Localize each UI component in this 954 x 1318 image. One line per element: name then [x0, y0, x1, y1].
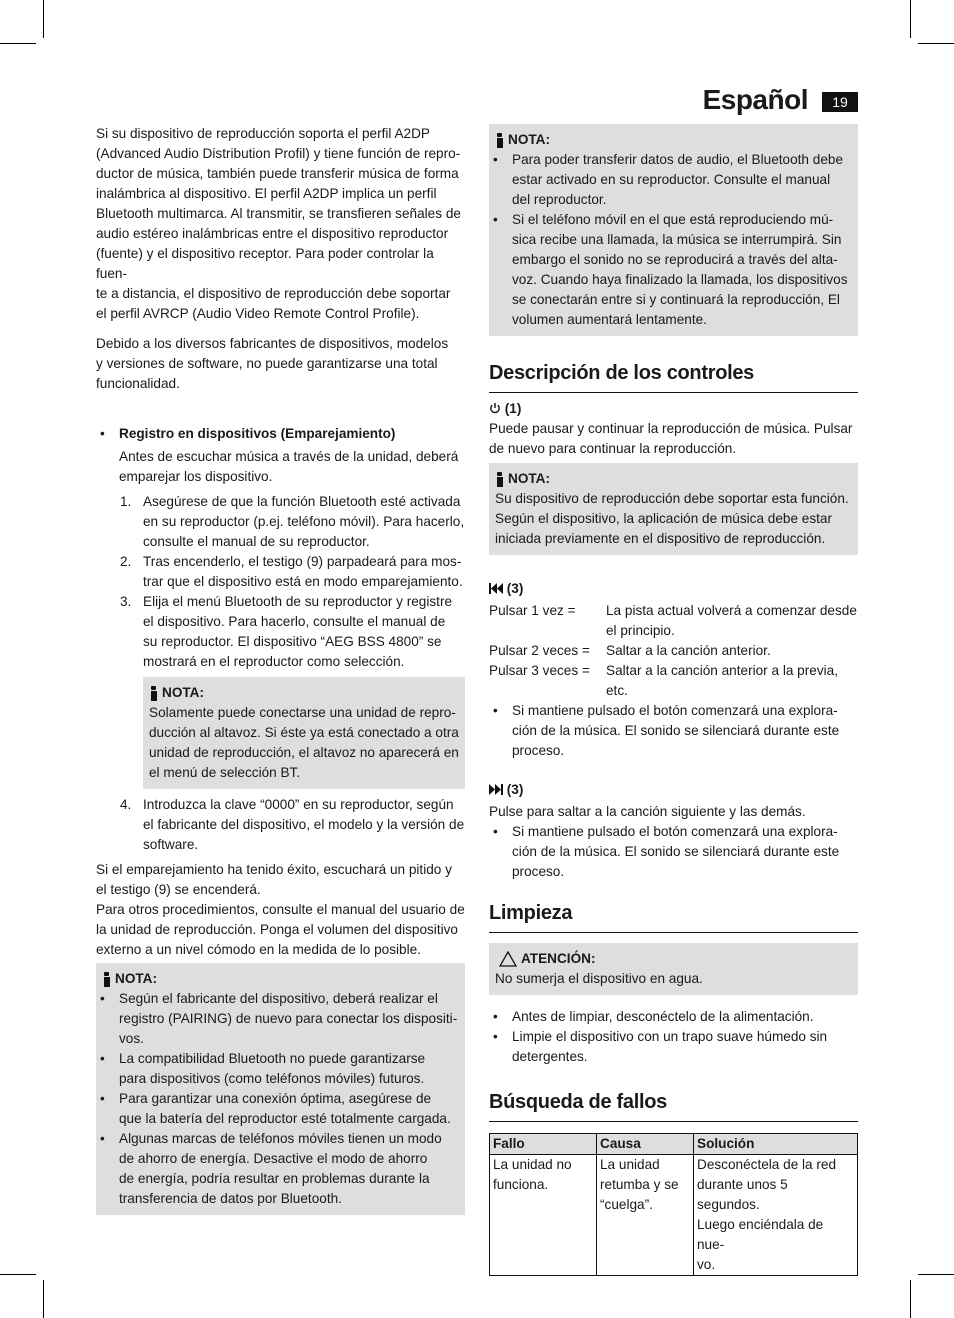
note-label: NOTA: — [508, 132, 551, 147]
note-heading — [495, 130, 852, 150]
text-line: Su dispositivo de reproducción debe soportar esta función. — [495, 491, 849, 506]
press-value: Saltar a la canción anterior a la previa, etc. — [606, 663, 838, 698]
text-line: ducción al altavoz. Si éste ya está conectado a otra — [149, 725, 459, 740]
text-line: y versiones de software, no puede garantizarse una total — [96, 356, 438, 371]
text-line: la unidad de reproducción. Ponga el volumen del dispositivo — [96, 922, 458, 937]
note-heading — [102, 969, 459, 989]
text-line: estar activado en su reproductor. Consulte el manual — [512, 172, 831, 187]
list-item — [489, 210, 852, 330]
list-item — [96, 1089, 459, 1129]
text-line: Según el fabricante del dispositivo, deberá realizar el — [119, 991, 438, 1006]
info-icon — [149, 686, 159, 701]
skip-back-icon — [489, 583, 503, 594]
note-heading — [495, 469, 852, 489]
step-number: 1. — [120, 494, 132, 509]
list-item — [96, 1129, 459, 1209]
list-item — [489, 822, 858, 882]
step-number: 3. — [120, 594, 132, 609]
cleaning-list — [489, 1007, 858, 1067]
pairing-item — [96, 424, 465, 487]
text-line: La unidad — [600, 1157, 660, 1172]
controls-heading: Descripción de los controles — [489, 360, 858, 393]
step-note-box — [143, 677, 465, 789]
next-label-row — [489, 780, 858, 800]
text-line: Pulse para saltar a la canción siguiente y las demás. — [489, 804, 806, 819]
compat-paragraph — [96, 334, 465, 394]
text-line: software. — [143, 837, 199, 852]
text-line: volumen aumentará lentamente. — [512, 312, 707, 327]
press-value — [606, 601, 858, 641]
pairing-intro — [119, 447, 465, 487]
step-number: 4. — [120, 797, 132, 812]
pairing-title: • Registro en dispositivos (Emparejamiento) — [119, 426, 396, 441]
crop-mark — [918, 1274, 954, 1275]
text-line: Si el teléfono móvil en el que está reproduciendo mú- — [512, 212, 834, 227]
text-line: consulte el manual de su reproductor. — [143, 534, 370, 549]
next-bullets — [489, 822, 858, 882]
text-line: mostrará en el reproductor como selección. — [143, 654, 405, 669]
text-line: unidad de reproducción, el altavoz no aparecerá en — [149, 745, 459, 760]
text-line: el principio. — [606, 623, 675, 638]
cleaning-heading: Limpieza — [489, 900, 858, 933]
control-number: (3) — [506, 581, 524, 596]
power-icon — [489, 402, 501, 414]
next-control — [489, 780, 858, 882]
text-line: Para garantizar una conexión óptima, asegúrese de — [119, 1091, 432, 1106]
text-line: Para poder transferir datos de audio, el Bluetooth debe — [512, 152, 844, 167]
text-line: ción de la música. El sonido se silenciará durante este — [512, 723, 840, 738]
control-number: (1) — [504, 401, 522, 416]
power-control — [489, 399, 858, 459]
crop-mark — [0, 43, 36, 44]
list-item — [489, 701, 858, 761]
control-number: (3) — [506, 782, 524, 797]
crop-mark — [910, 1280, 911, 1318]
info-icon — [495, 472, 505, 487]
right-column — [489, 124, 858, 1276]
text-line: en su reproductor (p.ej. teléfono móvil). Para hacerlo, — [143, 514, 465, 529]
crop-mark — [43, 1280, 44, 1318]
note-box — [489, 463, 858, 555]
text-line: Para otros procedimientos, consulte el manual del usuario de — [96, 902, 465, 917]
text-line: Puede pausar y continuar la reproducción de música. Pulsar — [489, 421, 853, 436]
text-line: Según el dispositivo, la aplicación de música debe estar — [495, 511, 833, 526]
text-line: (Advanced Audio Distribution Profil) y tiene función de repro- — [96, 146, 461, 161]
text-line: detergentes. — [512, 1049, 588, 1064]
pairing-steps-cont — [96, 795, 465, 855]
step-item — [96, 795, 465, 855]
text-line: registro (PAIRING) de nuevo para conectar los dispositi- — [119, 1011, 458, 1026]
skip-forward-icon — [489, 784, 503, 795]
text-line: audio estéreo inalámbricas entre el dispositivo reproductor — [96, 226, 449, 241]
note-box — [489, 124, 858, 336]
text-line: Algunas marcas de teléfonos móviles tienen un modo — [119, 1131, 442, 1146]
crop-mark — [910, 0, 911, 38]
crop-mark — [918, 43, 954, 44]
table-cell — [490, 1155, 597, 1276]
text-line: Si mantiene pulsado el botón comenzará una explora- — [512, 703, 838, 718]
column-header: Solución — [694, 1134, 858, 1155]
note-list — [96, 989, 459, 1209]
list-item — [96, 989, 459, 1049]
text-line: proceso. — [512, 864, 565, 879]
text-line: “cuelga”. — [600, 1197, 653, 1212]
press-key: Pulsar 1 vez = — [489, 603, 576, 618]
text-line: el testigo (9) se encenderá. — [96, 882, 261, 897]
prev-bullets — [489, 701, 858, 761]
column-header: Causa — [597, 1134, 694, 1155]
text-line: Bluetooth multimarca. Al transmitir, se transfieren señales de — [96, 206, 461, 221]
table-header-row — [490, 1134, 858, 1155]
text-line: Desconéctela de la red — [697, 1157, 837, 1172]
list-item — [96, 1049, 459, 1089]
text-line: de nuevo para continuar la reproducción. — [489, 441, 737, 456]
page-number: 19 — [822, 92, 858, 112]
text-line: ción de la música. El sonido se silenciará durante este — [512, 844, 840, 859]
list-item — [489, 150, 852, 210]
text-line: voz. Cuando haya finalizado la llamada, los dispositivos — [512, 272, 848, 287]
text-line: Debido a los diversos fabricantes de dispositivos, modelos — [96, 336, 449, 351]
info-icon — [102, 972, 112, 987]
press-row — [489, 601, 858, 641]
warning-heading — [495, 949, 852, 969]
text-line: Antes de escuchar música a través de la unidad, deberá — [119, 449, 459, 464]
left-column — [96, 124, 465, 1225]
column-header: Fallo — [490, 1134, 597, 1155]
text-line: Si el emparejamiento ha tenido éxito, escuchará un pitido y — [96, 862, 452, 877]
press-row — [489, 661, 858, 701]
list-item — [489, 1027, 858, 1067]
note-box — [96, 963, 465, 1215]
text-line: Luego enciéndala de nue- — [697, 1217, 824, 1252]
text-line: de energía, podría resultar en problemas durante la — [119, 1171, 430, 1186]
warning-box — [489, 943, 858, 995]
text-line: iniciada previamente en el dispositivo de reproducción. — [495, 531, 826, 546]
text-line: te a distancia, el dispositivo de reproducción debe soportar — [96, 286, 451, 301]
warning-label: ATENCIÓN: — [521, 951, 596, 966]
press-row — [489, 641, 858, 661]
text-line: Asegúrese de que la función Bluetooth esté activada — [143, 494, 461, 509]
note-heading — [149, 683, 459, 703]
text-line: durante unos 5 segundos. — [697, 1177, 788, 1212]
text-line: se conectarán entre si y continuará la reproducción, El — [512, 292, 840, 307]
prev-label-row — [489, 579, 858, 599]
text-line: retumba y se — [600, 1177, 679, 1192]
text-line: el menú de selección BT. — [149, 765, 301, 780]
text-line: embargo el sonido no se reproducirá a través del alta- — [512, 252, 838, 267]
text-line: ductor de música, también puede transferir música de forma — [96, 166, 459, 181]
warning-text: No sumerja el dispositivo en agua. — [495, 971, 703, 986]
troubleshooting-heading: Búsqueda de fallos — [489, 1089, 858, 1122]
page-title: Español — [702, 84, 808, 115]
warning-icon — [499, 951, 517, 967]
text-line: vos. — [119, 1031, 144, 1046]
text-line: emparejar los dispositivo. — [119, 469, 273, 484]
note-label: NOTA: — [115, 971, 158, 986]
text-line: para dispositivos (como teléfonos móviles) futuros. — [119, 1071, 425, 1086]
text-line: sica recibe una llamada, la música se interrumpirá. Sin — [512, 232, 842, 247]
text-line: Si mantiene pulsado el botón comenzará una explora- — [512, 824, 838, 839]
crop-mark — [43, 0, 44, 38]
text-line: (fuente) y el dispositivo receptor. Para poder controlar la fuen- — [96, 246, 434, 281]
text-line: La pista actual volverá a comenzar desde — [606, 603, 857, 618]
press-key: Pulsar 3 veces = — [489, 663, 590, 678]
text-line: que la batería del reproductor esté totalmente cargada. — [119, 1111, 451, 1126]
list-item — [489, 1007, 858, 1027]
text-line: trar que el dispositivo está en modo emparejamiento. — [143, 574, 463, 589]
text-line: transferencia de datos por Bluetooth. — [119, 1191, 342, 1206]
text-line: funciona. — [493, 1177, 549, 1192]
pairing-steps — [96, 492, 465, 672]
prev-control — [489, 579, 858, 761]
text-line: Limpie el dispositivo con un trapo suave húmedo sin — [512, 1029, 828, 1044]
table-row — [490, 1155, 858, 1276]
press-key: Pulsar 2 veces = — [489, 643, 590, 658]
table-cell — [597, 1155, 694, 1276]
note-list — [489, 150, 852, 330]
step-number: 2. — [120, 554, 132, 569]
text-line: Solamente puede conectarse una unidad de repro- — [149, 705, 456, 720]
text-line: inalámbrica al dispositivo. El perfil A2DP implica un perfil — [96, 186, 437, 201]
text-line: de ahorro de energía. Desactive el modo de ahorro — [119, 1151, 428, 1166]
text-line: Introduzca la clave “0000” en su reproductor, según — [143, 797, 454, 812]
text-line: externo a un nivel cómodo en la medida de lo posible. — [96, 942, 421, 957]
text-line: La compatibilidad Bluetooth no puede garantizarse — [119, 1051, 426, 1066]
intro-paragraph — [96, 124, 465, 324]
text-line: Si su dispositivo de reproducción soporta el perfil A2DP — [96, 126, 430, 141]
press-value: Saltar a la canción anterior. — [606, 643, 771, 658]
step-item — [96, 552, 465, 592]
text-line: proceso. — [512, 743, 565, 758]
note-label: NOTA: — [508, 471, 551, 486]
power-label-row — [489, 399, 858, 419]
step-item — [96, 592, 465, 672]
text-line: el fabricante del dispositivo, el modelo y la versión de — [143, 817, 465, 832]
text-line: su reproductor. El dispositivo “AEG BSS 4800” se — [143, 634, 442, 649]
text-line: Antes de limpiar, desconéctelo de la alimentación. — [512, 1009, 814, 1024]
crop-mark — [0, 1274, 36, 1275]
note-label: NOTA: — [162, 685, 205, 700]
text-line: del reproductor. — [512, 192, 607, 207]
pairing-section — [96, 424, 465, 487]
text-line: La unidad no — [493, 1157, 572, 1172]
text-line: funcionalidad. — [96, 376, 180, 391]
text-line: el dispositivo. Para hacerlo, consulte el manual de — [143, 614, 446, 629]
text-line: Elija el menú Bluetooth de su reproductor y registre — [143, 594, 453, 609]
text-line: vo. — [697, 1257, 716, 1272]
troubleshooting-table — [489, 1133, 858, 1276]
table-cell — [694, 1155, 858, 1276]
text-line: Tras encenderlo, el testigo (9) parpadeará para mos- — [143, 554, 462, 569]
info-icon — [495, 133, 505, 148]
text-line: el perfil AVRCP (Audio Video Remote Control Profile). — [96, 306, 420, 321]
after-paragraph — [96, 860, 465, 960]
step-item — [96, 492, 465, 552]
